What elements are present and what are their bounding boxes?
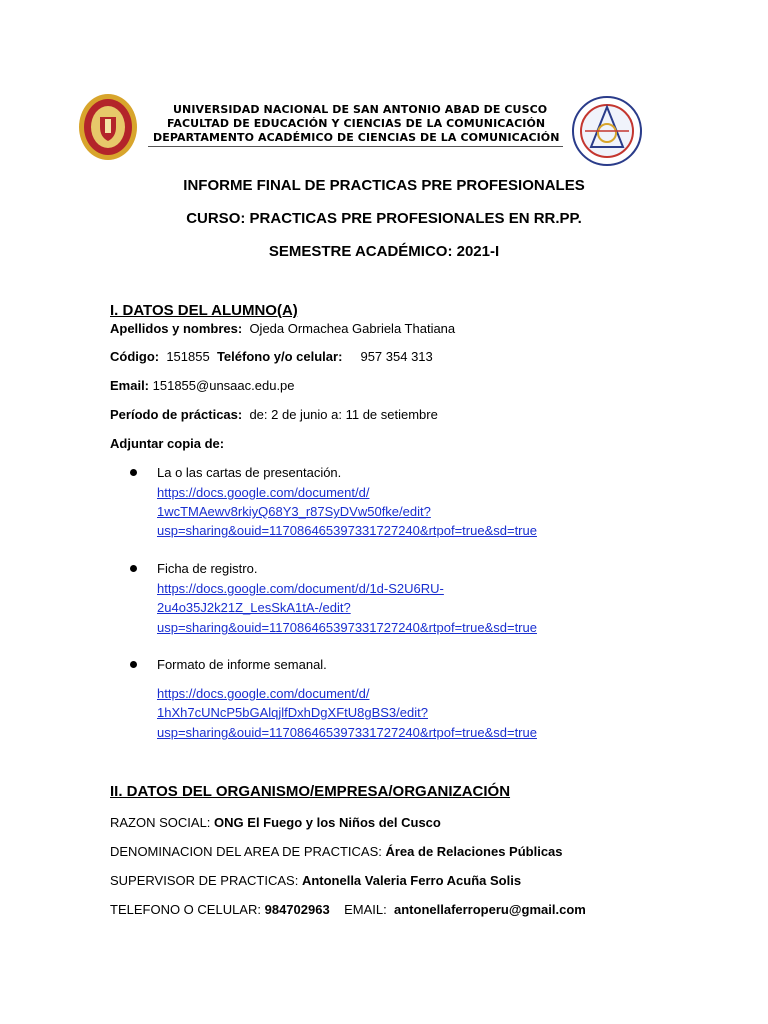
- org-area-value: Área de Relaciones Públicas: [385, 844, 563, 859]
- bullet-icon: [130, 565, 137, 572]
- header-department: DEPARTAMENTO ACADÉMICO DE CIENCIAS DE LA COMUNICACIÓN: [153, 131, 560, 144]
- org-razon-label: RAZON SOCIAL:: [110, 815, 211, 830]
- org-area-label: DENOMINACION DEL AREA DE PRACTICAS:: [110, 844, 382, 859]
- org-contact-row: [110, 902, 586, 917]
- student-code-value: 151855: [166, 349, 210, 364]
- attachment-link[interactable]: usp=sharing&ouid=117086465397331727240&rtpof=true&sd=true: [157, 620, 537, 635]
- org-supervisor-label: SUPERVISOR DE PRACTICAS:: [110, 873, 299, 888]
- org-email-label: EMAIL:: [344, 902, 387, 917]
- section-student-heading: I. DATOS DEL ALUMNO(A): [110, 302, 298, 319]
- header-divider: [148, 146, 563, 147]
- student-period-value: de: 2 de junio a: 11 de setiembre: [249, 407, 438, 422]
- org-supervisor-value: Antonella Valeria Ferro Acuña Solis: [301, 873, 522, 888]
- attachment-link[interactable]: https://docs.google.com/document/d/1d-S2U6RU-: [157, 581, 444, 596]
- attachment-link[interactable]: 2u4o35J2k21Z_LesSkA1tA-/edit?: [157, 600, 351, 615]
- report-title: INFORME FINAL DE PRACTICAS PRE PROFESIONALES: [183, 177, 585, 194]
- org-phone-label: TELEFONO O CELULAR:: [110, 902, 261, 917]
- student-email-label: Email:: [110, 378, 150, 393]
- org-razon-value: ONG El Fuego y los Niños del Cusco: [214, 815, 441, 830]
- attachment-link[interactable]: 1wcTMAewv8rkiyQ68Y3_r87SyDVw50fke/edit?: [157, 504, 431, 519]
- bullet-icon: [130, 661, 137, 668]
- org-supervisor-row: [110, 873, 521, 888]
- student-email-row: [110, 378, 295, 393]
- attachment-link[interactable]: usp=sharing&ouid=117086465397331727240&rtpof=true&sd=true: [157, 725, 537, 740]
- university-seal-logo: [78, 93, 138, 161]
- org-area-row: [110, 844, 563, 859]
- course-title: CURSO: PRACTICAS PRE PROFESIONALES EN RR.PP.: [186, 210, 582, 227]
- student-code-row: [110, 349, 433, 364]
- attachment-label: Formato de informe semanal.: [157, 657, 327, 672]
- student-name-label: Apellidos y nombres:: [110, 321, 243, 336]
- student-period-row: [110, 407, 438, 422]
- attachment-link[interactable]: 1hXh7cUNcP5bGAlqjlfDxhDgXFtU8gBS3/edit?: [157, 705, 428, 720]
- org-phone-value: 984702963: [264, 902, 330, 917]
- org-email-value: antonellaferroperu@gmail.com: [394, 902, 586, 917]
- org-razon-row: [110, 815, 441, 830]
- student-period-label: Período de prácticas:: [110, 407, 243, 422]
- department-seal-logo: [571, 95, 643, 167]
- student-email-value: 151855@unsaac.edu.pe: [152, 378, 295, 393]
- header-university: UNIVERSIDAD NACIONAL DE SAN ANTONIO ABAD DE CUSCO: [173, 103, 548, 116]
- student-phone-label: Teléfono y/o celular:: [216, 349, 343, 364]
- student-phone-value: 957 354 313: [360, 349, 433, 364]
- attachment-link[interactable]: https://docs.google.com/document/d/: [157, 686, 370, 701]
- student-code-label: Código:: [110, 349, 160, 364]
- semester-title: SEMESTRE ACADÉMICO: 2021-I: [268, 243, 500, 260]
- attachment-link[interactable]: usp=sharing&ouid=117086465397331727240&rtpof=true&sd=true: [157, 523, 537, 538]
- student-name-row: [110, 321, 455, 336]
- attachment-link[interactable]: https://docs.google.com/document/d/: [157, 485, 370, 500]
- attachment-label: Ficha de registro.: [157, 561, 258, 576]
- header-faculty: FACULTAD DE EDUCACIÓN Y CIENCIAS DE LA COMUNICACIÓN: [167, 117, 546, 130]
- student-name-value: Ojeda Ormachea Gabriela Thatiana: [249, 321, 456, 336]
- section-organization-heading: II. DATOS DEL ORGANISMO/EMPRESA/ORGANIZACIÓN: [110, 783, 511, 800]
- bullet-icon: [130, 469, 137, 476]
- attachment-label: La o las cartas de presentación.: [157, 465, 342, 480]
- attachments-label: Adjuntar copia de:: [110, 436, 225, 451]
